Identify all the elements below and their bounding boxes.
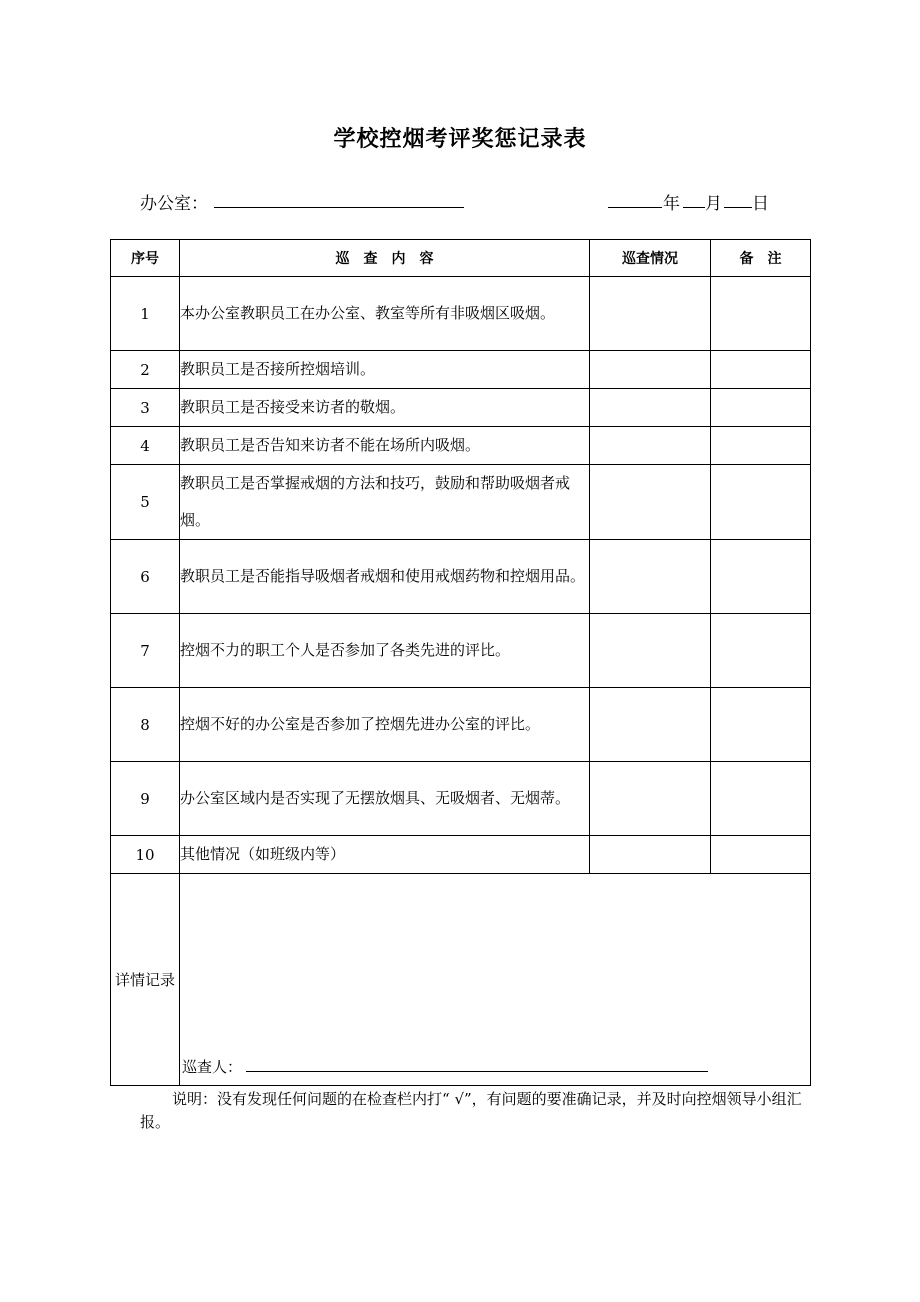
row-number: 8 — [111, 688, 180, 762]
row-number: 10 — [111, 836, 180, 874]
row-number: 3 — [111, 389, 180, 427]
row-number: 7 — [111, 614, 180, 688]
table-row — [111, 389, 811, 427]
remark-cell[interactable] — [711, 762, 811, 836]
row-content: 其他情况（如班级内等） — [180, 836, 590, 874]
col-remark-header: 备 注 — [711, 240, 811, 277]
remark-cell[interactable] — [711, 465, 811, 540]
page-title: 学校控烟考评奖惩记录表 — [333, 127, 587, 152]
inspection-table — [110, 239, 811, 1086]
month-input-line[interactable] — [683, 207, 705, 208]
status-cell[interactable] — [590, 427, 711, 465]
table-row — [111, 614, 811, 688]
status-cell[interactable] — [590, 351, 711, 389]
inspector-label: 巡查人： — [182, 1058, 243, 1076]
status-cell[interactable] — [590, 277, 711, 351]
month-label: 月 — [705, 194, 722, 214]
remark-cell[interactable] — [711, 351, 811, 389]
detail-row — [111, 874, 811, 1086]
table-header-row — [111, 240, 811, 277]
remark-cell[interactable] — [711, 614, 811, 688]
col-index-header: 序号 — [111, 240, 180, 277]
remark-cell[interactable] — [711, 540, 811, 614]
year-input-line[interactable] — [608, 207, 662, 208]
row-content: 教职员工是否接受来访者的敬烟。 — [180, 389, 590, 427]
office-input-line[interactable] — [214, 207, 464, 208]
row-number: 2 — [111, 351, 180, 389]
status-cell[interactable] — [590, 762, 711, 836]
status-cell[interactable] — [590, 389, 711, 427]
status-cell[interactable] — [590, 614, 711, 688]
table-row — [111, 427, 811, 465]
col-status-header: 巡查情况 — [590, 240, 711, 277]
day-input-line[interactable] — [724, 207, 752, 208]
remark-cell[interactable] — [711, 427, 811, 465]
row-number: 9 — [111, 762, 180, 836]
detail-record-area[interactable] — [180, 874, 811, 1086]
status-cell[interactable] — [590, 688, 711, 762]
table-row — [111, 836, 811, 874]
table-row — [111, 540, 811, 614]
status-cell[interactable] — [590, 465, 711, 540]
table-row — [111, 465, 811, 540]
table-row — [111, 277, 811, 351]
inspector-line — [180, 1056, 810, 1085]
table-row — [111, 351, 811, 389]
row-content: 本办公室教职员工在办公室、教室等所有非吸烟区吸烟。 — [180, 277, 590, 351]
table-row — [111, 762, 811, 836]
row-content: 教职员工是否掌握戒烟的方法和技巧，鼓励和帮助吸烟者戒烟。 — [180, 465, 590, 540]
row-content: 教职员工是否告知来访者不能在场所内吸烟。 — [180, 427, 590, 465]
table-row — [111, 688, 811, 762]
row-content: 教职员工是否能指导吸烟者戒烟和使用戒烟药物和控烟用品。 — [180, 540, 590, 614]
row-content: 教职员工是否接所控烟培训。 — [180, 351, 590, 389]
remark-cell[interactable] — [711, 688, 811, 762]
row-content: 控烟不力的职工个人是否参加了各类先进的评比。 — [180, 614, 590, 688]
remark-cell[interactable] — [711, 277, 811, 351]
day-label: 日 — [752, 194, 769, 214]
row-number: 5 — [111, 465, 180, 540]
row-number: 4 — [111, 427, 180, 465]
row-content: 办公室区域内是否实现了无摆放烟具、无吸烟者、无烟蒂。 — [180, 762, 590, 836]
footnote: 说明：没有发现任何问题的在检查栏内打“ √”，有问题的要准确记录，并及时向控烟领导小组汇报。 — [140, 1090, 802, 1131]
row-number: 1 — [111, 277, 180, 351]
row-number: 6 — [111, 540, 180, 614]
remark-cell[interactable] — [711, 389, 811, 427]
inspector-input-line[interactable] — [246, 1057, 708, 1072]
office-label: 办公室： — [140, 194, 208, 214]
year-label: 年 — [663, 194, 680, 214]
row-content: 控烟不好的办公室是否参加了控烟先进办公室的评比。 — [180, 688, 590, 762]
remark-cell[interactable] — [711, 836, 811, 874]
detail-label: 详情记录 — [111, 874, 180, 1086]
status-cell[interactable] — [590, 540, 711, 614]
status-cell[interactable] — [590, 836, 711, 874]
col-content-header: 巡 查 内 容 — [180, 240, 590, 277]
